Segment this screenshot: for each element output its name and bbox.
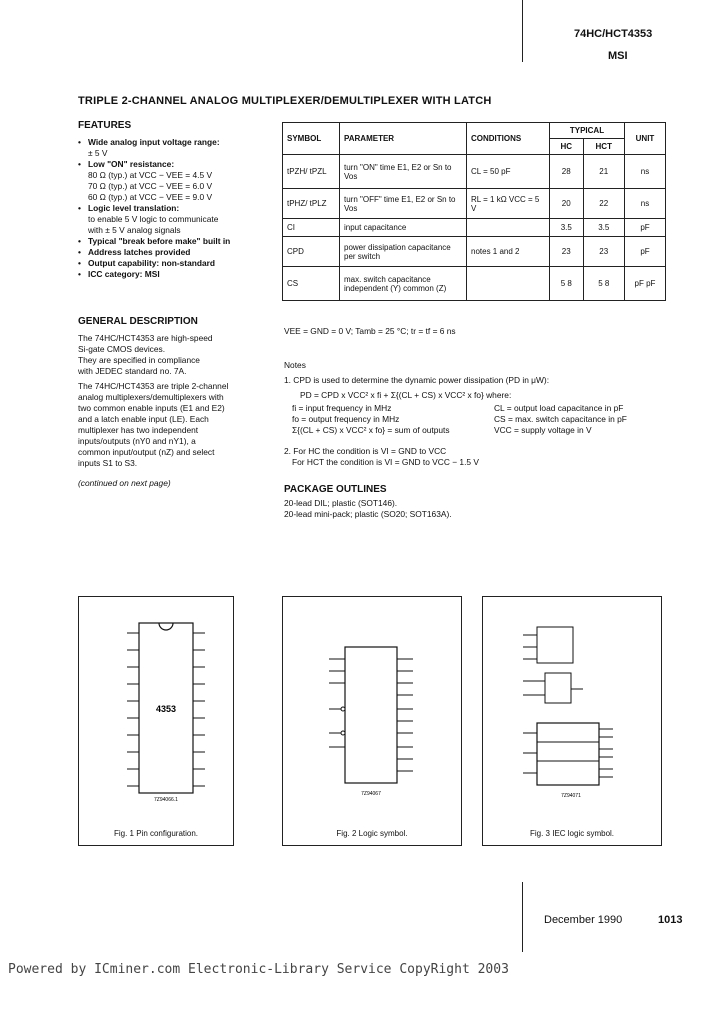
- text-line: and a latch enable input (LE). Each: [78, 414, 209, 424]
- powered-by-line: Powered by ICminer.com Electronic-Library Service CopyRight 2003: [8, 962, 509, 977]
- feature-main: Output capability: non-standard: [88, 258, 216, 268]
- feature-item: [76, 159, 276, 203]
- th-parameter: PARAMETER: [340, 123, 467, 155]
- cell-parameter: power dissipation capacitance per switch: [340, 237, 467, 267]
- th-symbol: SYMBOL: [283, 123, 340, 155]
- cell-parameter: input capacitance: [340, 219, 467, 237]
- part-number: 74HC/HCT4353: [574, 28, 653, 40]
- text-line: The 74HC/HCT4353 are high-speed: [78, 333, 213, 343]
- feature-item: [76, 269, 276, 280]
- fig1-caption: Fig. 1 Pin configuration.: [113, 829, 199, 838]
- cell-hct: 22: [583, 189, 625, 219]
- cell-symbol: CI: [283, 219, 340, 237]
- feature-sub: to enable 5 V logic to communicate: [88, 214, 219, 224]
- package-heading: PACKAGE OUTLINES: [284, 484, 387, 495]
- text-line: two common enable inputs (E1 and E2): [78, 403, 225, 413]
- text-line: CL = output load capacitance in pF: [494, 403, 624, 413]
- continued-note: (continued on next page): [78, 478, 171, 488]
- cell-conditions: notes 1 and 2: [467, 237, 550, 267]
- cell-conditions: [467, 219, 550, 237]
- pin-configuration-diagram: [79, 597, 233, 827]
- feature-main: Address latches provided: [88, 247, 191, 257]
- category-label: MSI: [608, 50, 628, 62]
- th-hct: HCT: [583, 139, 625, 155]
- features-heading: FEATURES: [78, 120, 132, 131]
- feature-main: Low "ON" resistance:: [88, 159, 175, 169]
- table-row: [283, 267, 666, 301]
- text-line: 20-lead DIL; plastic (SOT146).: [284, 498, 398, 508]
- figure-logic-symbol: [282, 596, 462, 846]
- text-line: with JEDEC standard no. 7A.: [78, 366, 187, 376]
- figure-iec-logic-symbol: [482, 596, 662, 846]
- feature-main: ICC category: MSI: [88, 269, 160, 279]
- cell-hc: 28: [550, 155, 584, 189]
- figure-pin-configuration: [78, 596, 234, 846]
- cell-parameter: turn "OFF" time E1, E2 or Sn to Vos: [340, 189, 467, 219]
- notes-heading: Notes: [284, 360, 306, 370]
- cell-conditions: RL = 1 kΩ VCC = 5 V: [467, 189, 550, 219]
- feature-main: Wide analog input voltage range:: [88, 137, 220, 147]
- footer-date: December 1990: [544, 914, 623, 926]
- text-line: fo = output frequency in MHz: [292, 414, 400, 424]
- cell-hc: 23: [550, 237, 584, 267]
- text-line: common input/output (nZ) and select: [78, 447, 215, 457]
- fig1-code: 7Z94066.1: [154, 797, 178, 803]
- th-unit: UNIT: [625, 123, 666, 155]
- cell-unit: ns: [625, 155, 666, 189]
- note-1: 1. CPD is used to determine the dynamic power dissipation (PD in μW):: [284, 375, 550, 385]
- cell-symbol: tPHZ/ tPLZ: [283, 189, 340, 219]
- footer-rule: [522, 882, 523, 952]
- header-rule: [522, 0, 523, 62]
- fig3-caption: Fig. 3 IEC logic symbol.: [529, 829, 615, 838]
- cell-unit: ns: [625, 189, 666, 219]
- general-paragraph-1: [78, 333, 278, 377]
- note-2a: 2. For HC the condition is VI = GND to VCC: [284, 446, 447, 456]
- feature-item: [76, 258, 276, 269]
- text-line: Si-gate CMOS devices.: [78, 344, 166, 354]
- feature-sub: 80 Ω (typ.) at VCC − VEE = 4.5 V: [88, 170, 213, 180]
- text-line: fi = input frequency in MHz: [292, 403, 392, 413]
- text-line: VCC = supply voltage in V: [494, 425, 592, 435]
- text-line: They are specified in compliance: [78, 355, 200, 365]
- feature-sub: with ± 5 V analog signals: [88, 225, 181, 235]
- fig2-caption: Fig. 2 Logic symbol.: [336, 829, 408, 838]
- cell-parameter: max. switch capacitance independent (Y) common (Z): [340, 267, 467, 301]
- text-line: 20-lead mini-pack; plastic (SO20; SOT163A).: [284, 509, 452, 519]
- text-line: analog multiplexers/demultiplexers with: [78, 392, 224, 402]
- cell-hc: 3.5: [550, 219, 584, 237]
- feature-item: [76, 203, 276, 236]
- table-row: [283, 237, 666, 267]
- cell-symbol: tPZH/ tPZL: [283, 155, 340, 189]
- general-heading: GENERAL DESCRIPTION: [78, 316, 198, 327]
- text-line: inputs S1 to S3.: [78, 458, 138, 468]
- feature-sub: 70 Ω (typ.) at VCC − VEE = 6.0 V: [88, 181, 213, 191]
- cell-symbol: CS: [283, 267, 340, 301]
- feature-main: Typical "break before make" built in: [88, 236, 231, 246]
- page-title: TRIPLE 2-CHANNEL ANALOG MULTIPLEXER/DEMULTIPLEXER WITH LATCH: [78, 95, 492, 107]
- cell-unit: pF: [625, 237, 666, 267]
- general-paragraph-2: [78, 381, 278, 469]
- fig2-code: 7Z94067: [361, 791, 381, 797]
- table-footnote: VEE = GND = 0 V; Tamb = 25 °C; tr = tf = 6 ns: [284, 326, 456, 336]
- text-line: Σ{(CL + CS) x VCC² x fo} = sum of outputs: [292, 425, 450, 435]
- cell-symbol: CPD: [283, 237, 340, 267]
- cell-parameter: turn "ON" time E1, E2 or Sn to Vos: [340, 155, 467, 189]
- note-formula: PD = CPD x VCC² x fi + Σ{(CL + CS) x VCC² x fo} where:: [300, 390, 512, 400]
- note-defs-right: [494, 403, 664, 436]
- package-lines: [284, 498, 584, 520]
- fig3-code: 7Z94071: [561, 793, 581, 799]
- iec-logic-symbol-diagram: [483, 597, 661, 827]
- feature-item: [76, 247, 276, 258]
- text-line: The 74HC/HCT4353 are triple 2-channel: [78, 381, 229, 391]
- th-typical: TYPICAL: [550, 123, 625, 139]
- feature-item: [76, 137, 276, 159]
- cell-hct: 23: [583, 237, 625, 267]
- cell-unit: pF: [625, 219, 666, 237]
- feature-sub: 60 Ω (typ.) at VCC − VEE = 9.0 V: [88, 192, 213, 202]
- cell-hct: 21: [583, 155, 625, 189]
- note-2b: For HCT the condition is VI = GND to VCC − 1.5 V: [292, 457, 479, 467]
- text-line: multiplexer has two independent: [78, 425, 199, 435]
- logic-symbol-diagram: [283, 597, 461, 827]
- cell-unit: pF pF: [625, 267, 666, 301]
- feature-main: Logic level translation:: [88, 203, 180, 213]
- th-conditions: CONDITIONS: [467, 123, 550, 155]
- cell-hct: 5 8: [583, 267, 625, 301]
- text-line: inputs/outputs (nY0 and nY1), a: [78, 436, 196, 446]
- feature-item: [76, 236, 276, 247]
- text-line: CS = max. switch capacitance in pF: [494, 414, 627, 424]
- table-row: [283, 219, 666, 237]
- spec-table: [282, 122, 666, 301]
- cell-hc: 20: [550, 189, 584, 219]
- table-row: [283, 155, 666, 189]
- table-row: [283, 189, 666, 219]
- features-list: [76, 137, 276, 280]
- cell-hct: 3.5: [583, 219, 625, 237]
- cell-conditions: CL = 50 pF: [467, 155, 550, 189]
- chip-label: 4353: [155, 704, 177, 714]
- cell-hc: 5 8: [550, 267, 584, 301]
- footer-page-number: 1013: [658, 914, 683, 926]
- th-hc: HC: [550, 139, 584, 155]
- feature-sub: ± 5 V: [88, 148, 108, 158]
- note-defs-left: [292, 403, 492, 436]
- cell-conditions: [467, 267, 550, 301]
